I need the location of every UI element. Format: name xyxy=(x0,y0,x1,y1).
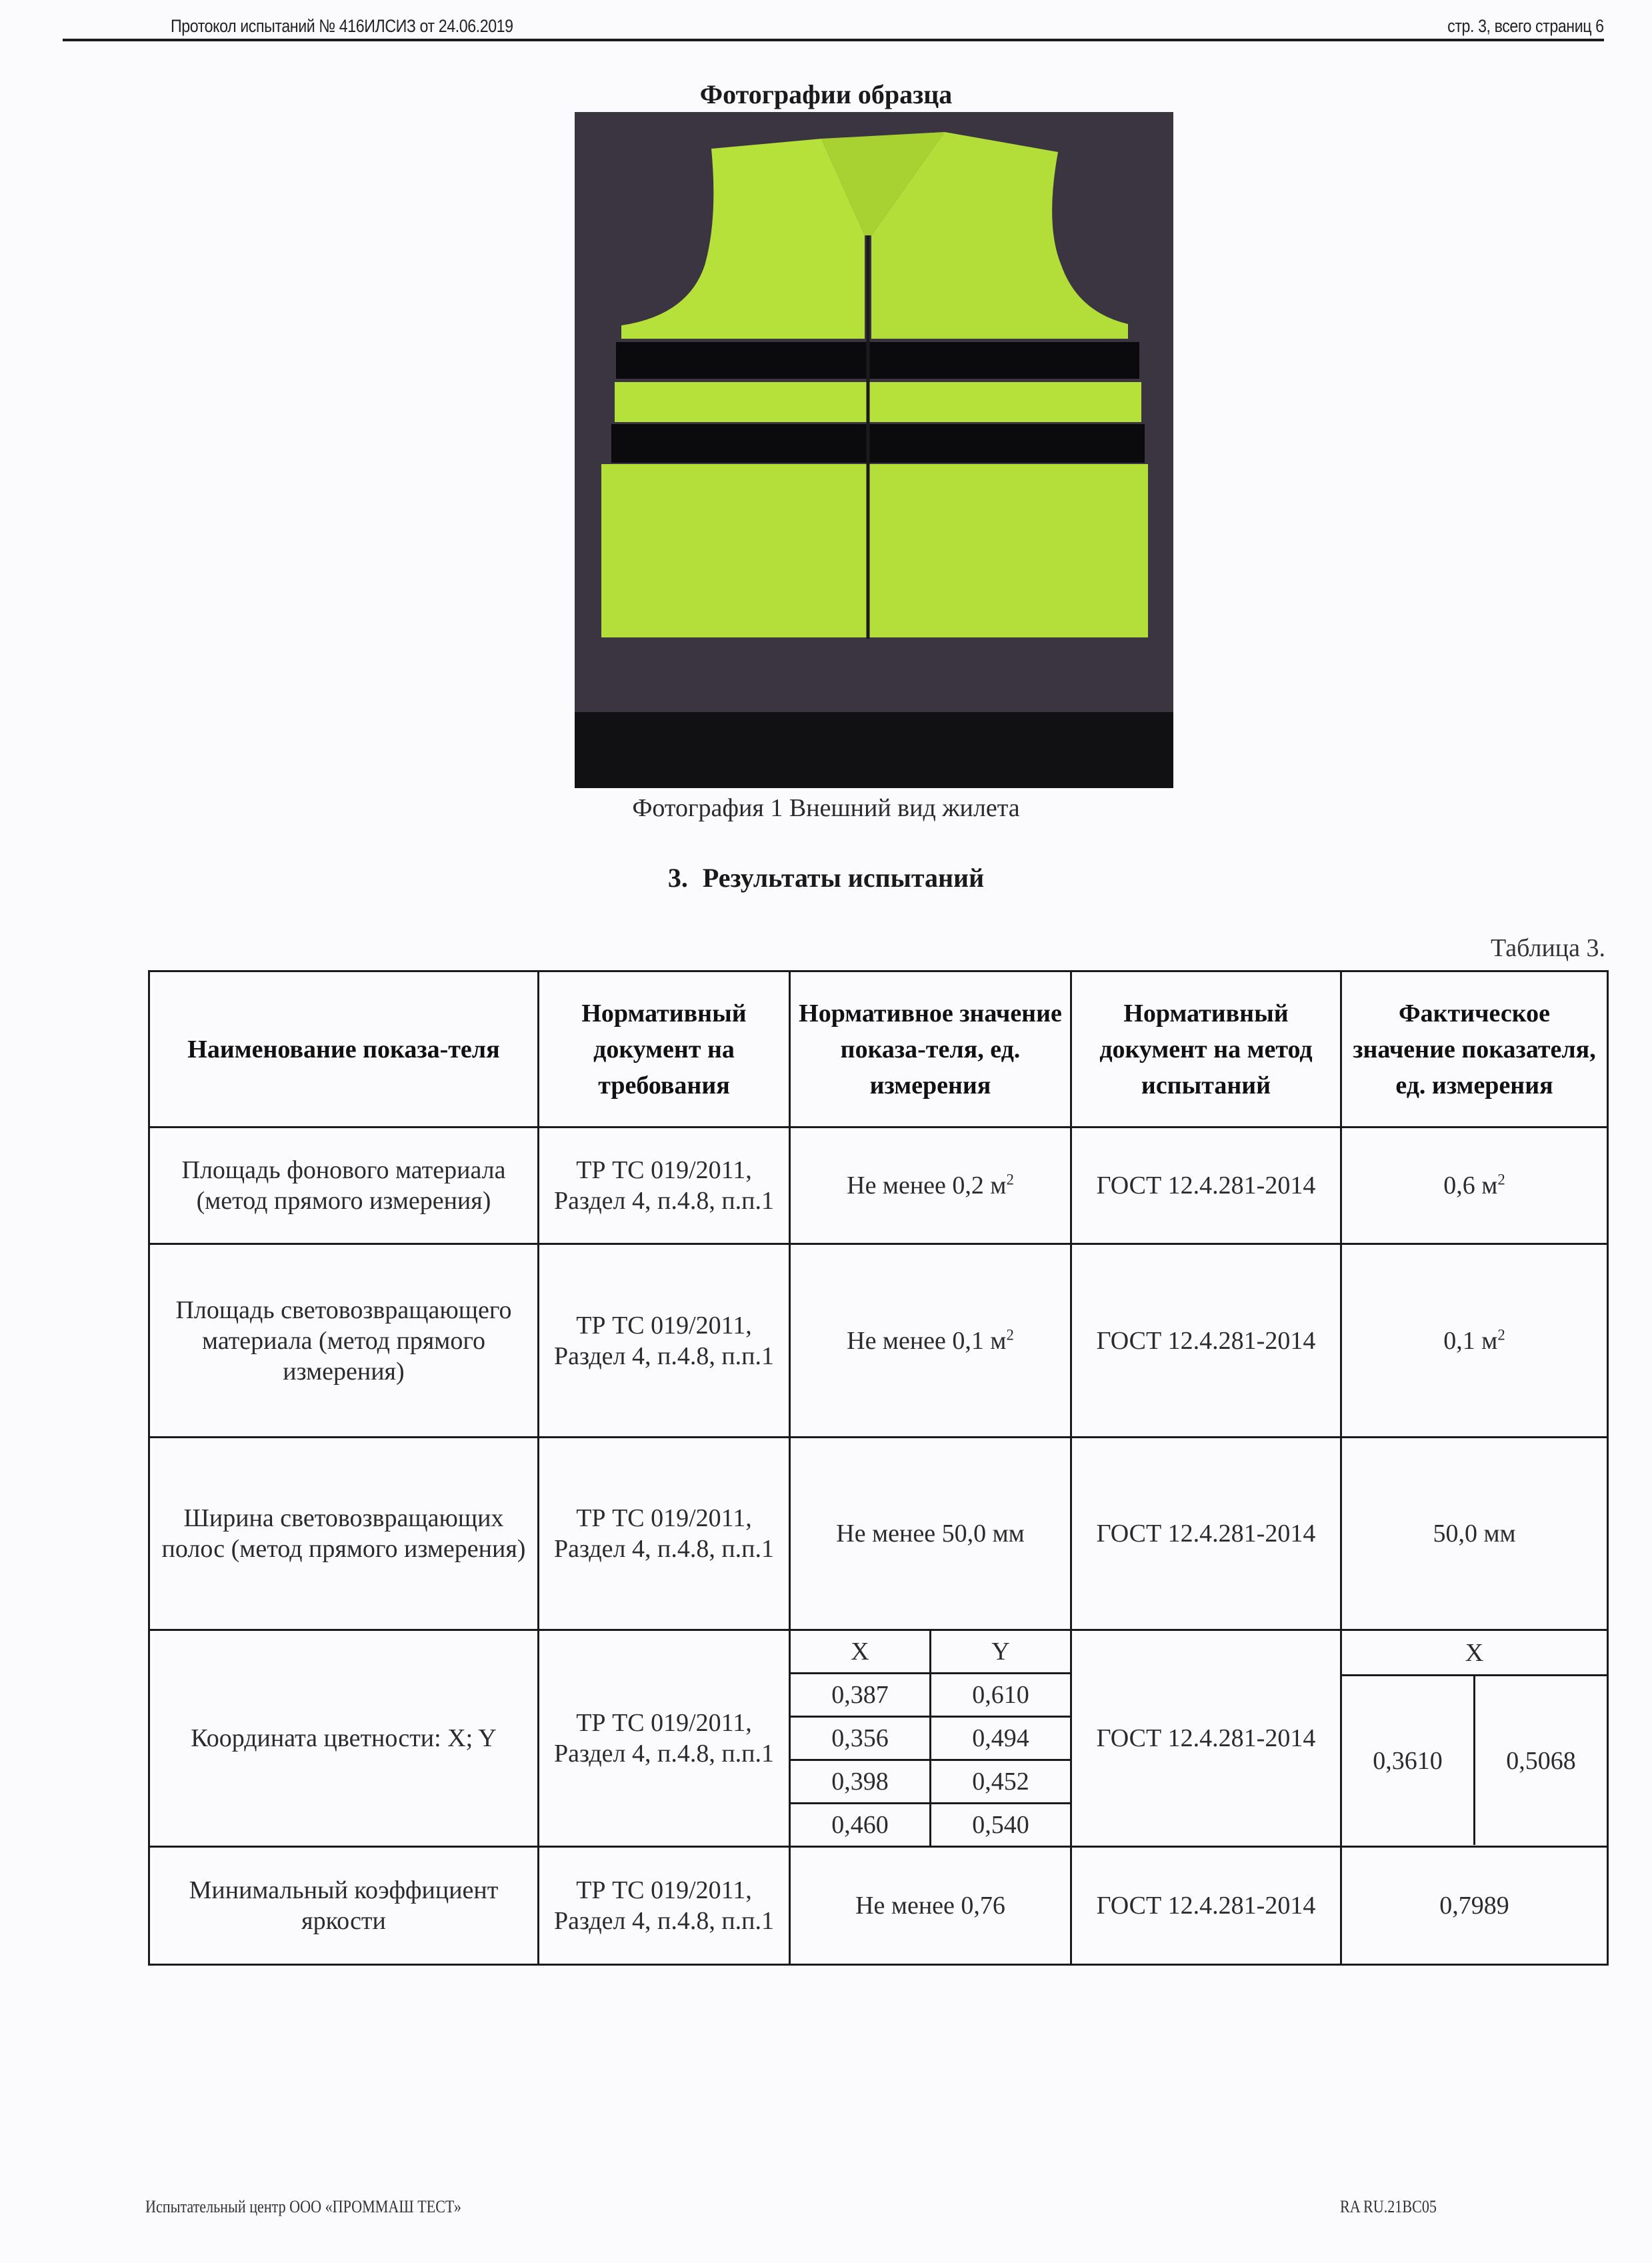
norm-value-text: Не менее 0,1 м xyxy=(847,1326,1007,1355)
chromaticity-norm-table xyxy=(791,1631,1070,1846)
chromaticity-y: 0,494 xyxy=(931,1717,1071,1760)
actual-text: 0,1 м xyxy=(1443,1326,1498,1355)
footer-accreditation: RA RU.21ВС05 xyxy=(1340,2197,1437,2216)
actual-text: 0,6 м xyxy=(1443,1172,1498,1200)
table-row xyxy=(149,1244,1608,1438)
chromaticity-header-x: X xyxy=(791,1631,931,1674)
col-header-name: Наименование показа-теля xyxy=(149,971,539,1127)
results-table xyxy=(148,970,1609,1966)
cell-req-doc: ТР ТС 019/2011, Раздел 4, п.4.8, п.п.1 xyxy=(539,1630,790,1847)
actual-chromaticity-header: X xyxy=(1342,1632,1607,1676)
cell-actual xyxy=(1341,1127,1608,1244)
norm-value-text: Не менее 0,2 м xyxy=(847,1172,1007,1200)
cell-actual xyxy=(1341,1244,1608,1438)
upper-stripe xyxy=(616,342,1139,379)
table-row xyxy=(149,1847,1608,1965)
chromaticity-point-row xyxy=(791,1760,1070,1804)
chromaticity-x: 0,387 xyxy=(791,1674,931,1717)
cell-req-doc: ТР ТС 019/2011, Раздел 4, п.4.8, п.п.1 xyxy=(539,1438,790,1630)
chromaticity-header-y: Y xyxy=(931,1631,1071,1674)
cell-norm-value: Не менее 0,76 xyxy=(790,1847,1071,1965)
col-header-actual: Фактическое значение показателя, ед. измерения xyxy=(1341,971,1608,1127)
chromaticity-y: 0,452 xyxy=(931,1760,1071,1804)
photo-caption: Фотография 1 Внешний вид жилета xyxy=(632,794,1020,822)
cell-method-doc: ГОСТ 12.4.281-2014 xyxy=(1071,1847,1341,1965)
cell-method-doc: ГОСТ 12.4.281-2014 xyxy=(1071,1244,1341,1438)
chromaticity-x: 0,460 xyxy=(791,1804,931,1846)
vest-lower xyxy=(601,464,1148,637)
cell-norm-chromaticity xyxy=(790,1630,1071,1847)
cell-name: Ширина световозвращающих полос (метод прямого измерения) xyxy=(149,1438,539,1630)
actual-chromaticity-values-row xyxy=(1342,1676,1607,1846)
chromaticity-point-row xyxy=(791,1674,1070,1717)
cell-req-doc: ТР ТС 019/2011, Раздел 4, п.4.8, п.п.1 xyxy=(539,1127,790,1244)
cell-norm-value: Не менее 50,0 мм xyxy=(790,1438,1071,1630)
table-row xyxy=(149,1438,1608,1630)
col-header-method-doc: Нормативный документ на метод испытаний xyxy=(1071,971,1341,1127)
cell-actual-chromaticity xyxy=(1341,1630,1608,1847)
cell-req-doc: ТР ТС 019/2011, Раздел 4, п.4.8, п.п.1 xyxy=(539,1244,790,1438)
cell-req-doc: ТР ТС 019/2011, Раздел 4, п.4.8, п.п.1 xyxy=(539,1847,790,1965)
vest-middle xyxy=(615,382,1141,422)
actual-chromaticity-x: 0,3610 xyxy=(1342,1676,1475,1846)
chromaticity-point-row xyxy=(791,1804,1070,1846)
actual-sup: 2 xyxy=(1497,1326,1505,1343)
table-header-row xyxy=(149,971,1608,1127)
cell-name: Площадь световозвращающего материала (метод прямого измерения) xyxy=(149,1244,539,1438)
cell-actual: 0,7989 xyxy=(1341,1847,1608,1965)
norm-unit-sup: 2 xyxy=(1006,1171,1014,1188)
photo-background-bottom xyxy=(575,712,1173,788)
table-label: Таблица 3. xyxy=(1490,934,1605,962)
cell-name: Площадь фонового материала (метод прямого измерения) xyxy=(149,1127,539,1244)
section-title-text: Результаты испытаний xyxy=(702,863,985,893)
actual-chromaticity-y: 0,5068 xyxy=(1475,1676,1607,1846)
chromaticity-y: 0,540 xyxy=(931,1804,1071,1846)
vest-photo xyxy=(575,112,1173,788)
table-row xyxy=(149,1127,1608,1244)
chromaticity-x: 0,398 xyxy=(791,1760,931,1804)
col-header-norm-value: Нормативное значение показа-теля, ед. измерения xyxy=(790,971,1071,1127)
cell-actual: 50,0 мм xyxy=(1341,1438,1608,1630)
section-number: 3. xyxy=(667,863,688,893)
cell-norm-value xyxy=(790,1127,1071,1244)
protocol-header: Протокол испытаний № 416ИЛСИЗ от 24.06.2019 xyxy=(171,16,513,36)
cell-method-doc: ГОСТ 12.4.281-2014 xyxy=(1071,1438,1341,1630)
cell-name: Координата цветности: X; Y xyxy=(149,1630,539,1847)
cell-norm-value xyxy=(790,1244,1071,1438)
chromaticity-actual-table xyxy=(1342,1632,1607,1845)
section-title xyxy=(0,862,1652,893)
header-divider xyxy=(63,39,1604,41)
results-table-wrap xyxy=(148,970,1607,1966)
chromaticity-y: 0,610 xyxy=(931,1674,1071,1717)
chromaticity-point-row xyxy=(791,1717,1070,1760)
chromaticity-header-row xyxy=(791,1631,1070,1674)
col-header-req-doc: Нормативный документ на требования xyxy=(539,971,790,1127)
lower-stripe xyxy=(611,424,1145,463)
table-row xyxy=(149,1630,1608,1847)
chromaticity-x: 0,356 xyxy=(791,1717,931,1760)
cell-name: Минимальный коэффициент яркости xyxy=(149,1847,539,1965)
norm-unit-sup: 2 xyxy=(1006,1326,1014,1343)
actual-chromaticity-header-row xyxy=(1342,1632,1607,1676)
photos-title: Фотографии образца xyxy=(699,79,953,109)
page-info: стр. 3, всего страниц 6 xyxy=(1447,16,1604,36)
cell-method-doc: ГОСТ 12.4.281-2014 xyxy=(1071,1127,1341,1244)
cell-method-doc: ГОСТ 12.4.281-2014 xyxy=(1071,1630,1341,1847)
footer-lab: Испытательный центр ООО «ПРОММАШ ТЕСТ» xyxy=(145,2197,461,2216)
actual-sup: 2 xyxy=(1497,1171,1505,1188)
